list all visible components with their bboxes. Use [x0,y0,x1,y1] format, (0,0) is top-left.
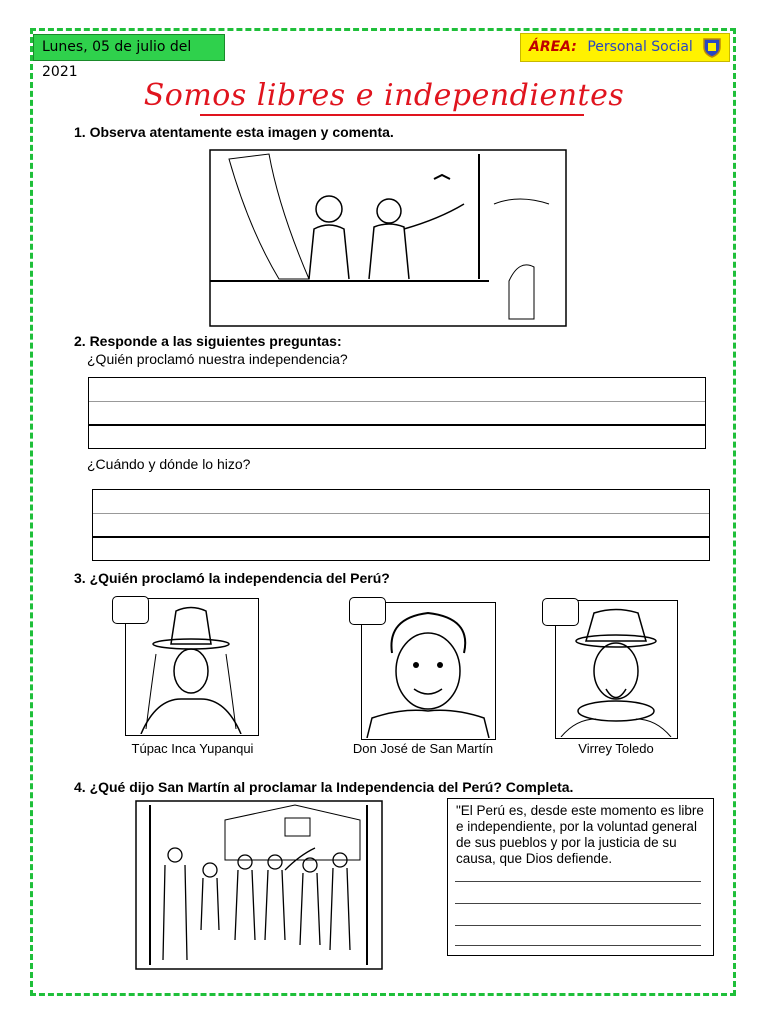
question-2a: ¿Quién proclamó nuestra independencia? [87,351,348,367]
question-3: 3. ¿Quién proclamó la independencia del Perú? [74,570,390,586]
question-2: 2. Responde a las siguientes preguntas: [74,333,342,349]
proclamation-illustration [209,149,567,327]
caption-tupac: Túpac Inca Yupanqui [131,741,254,756]
caption-toledo: Virrey Toledo [578,741,654,756]
completion-line-1[interactable] [455,881,701,882]
plaza-proclamation-illustration [135,800,383,970]
title-underline [200,114,584,116]
answer-box-1[interactable] [88,377,706,449]
area-label: ÁREA: [529,39,577,55]
page-title: Somos libres e independientes [143,78,625,113]
completion-line-2[interactable] [455,903,701,904]
area-badge [520,33,730,62]
answer-box-2[interactable] [92,489,710,561]
question-2b: ¿Cuándo y dónde lo hizo? [87,456,251,472]
answer-guide-line [89,401,705,402]
answer-guide-line [93,513,709,514]
san-martin-quote: "El Perú es, desde este momento es libre e independiente, por la voluntad general de sus pueblos y por la justicia de su causa, que Dios defiende. [456,803,704,866]
date-text: Lunes, 05 de julio del 2021 [42,39,192,80]
option-checkbox-tupac[interactable] [112,596,149,624]
school-crest-icon [701,36,723,58]
completion-line-4[interactable] [455,945,701,946]
option-checkbox-san-martin[interactable] [349,597,386,625]
area-value: Personal Social [587,39,693,55]
option-checkbox-toledo[interactable] [542,598,579,626]
question-1: 1. Observa atentamente esta imagen y comenta. [74,124,394,140]
completion-line-3[interactable] [455,925,701,926]
question-4: 4. ¿Qué dijo San Martín al proclamar la Independencia del Perú? Completa. [74,779,574,795]
quote-box [447,798,714,956]
caption-san-martin: Don José de San Martín [352,741,494,756]
answer-base-line [93,536,709,538]
date-badge [33,34,225,80]
answer-base-line [89,424,705,426]
